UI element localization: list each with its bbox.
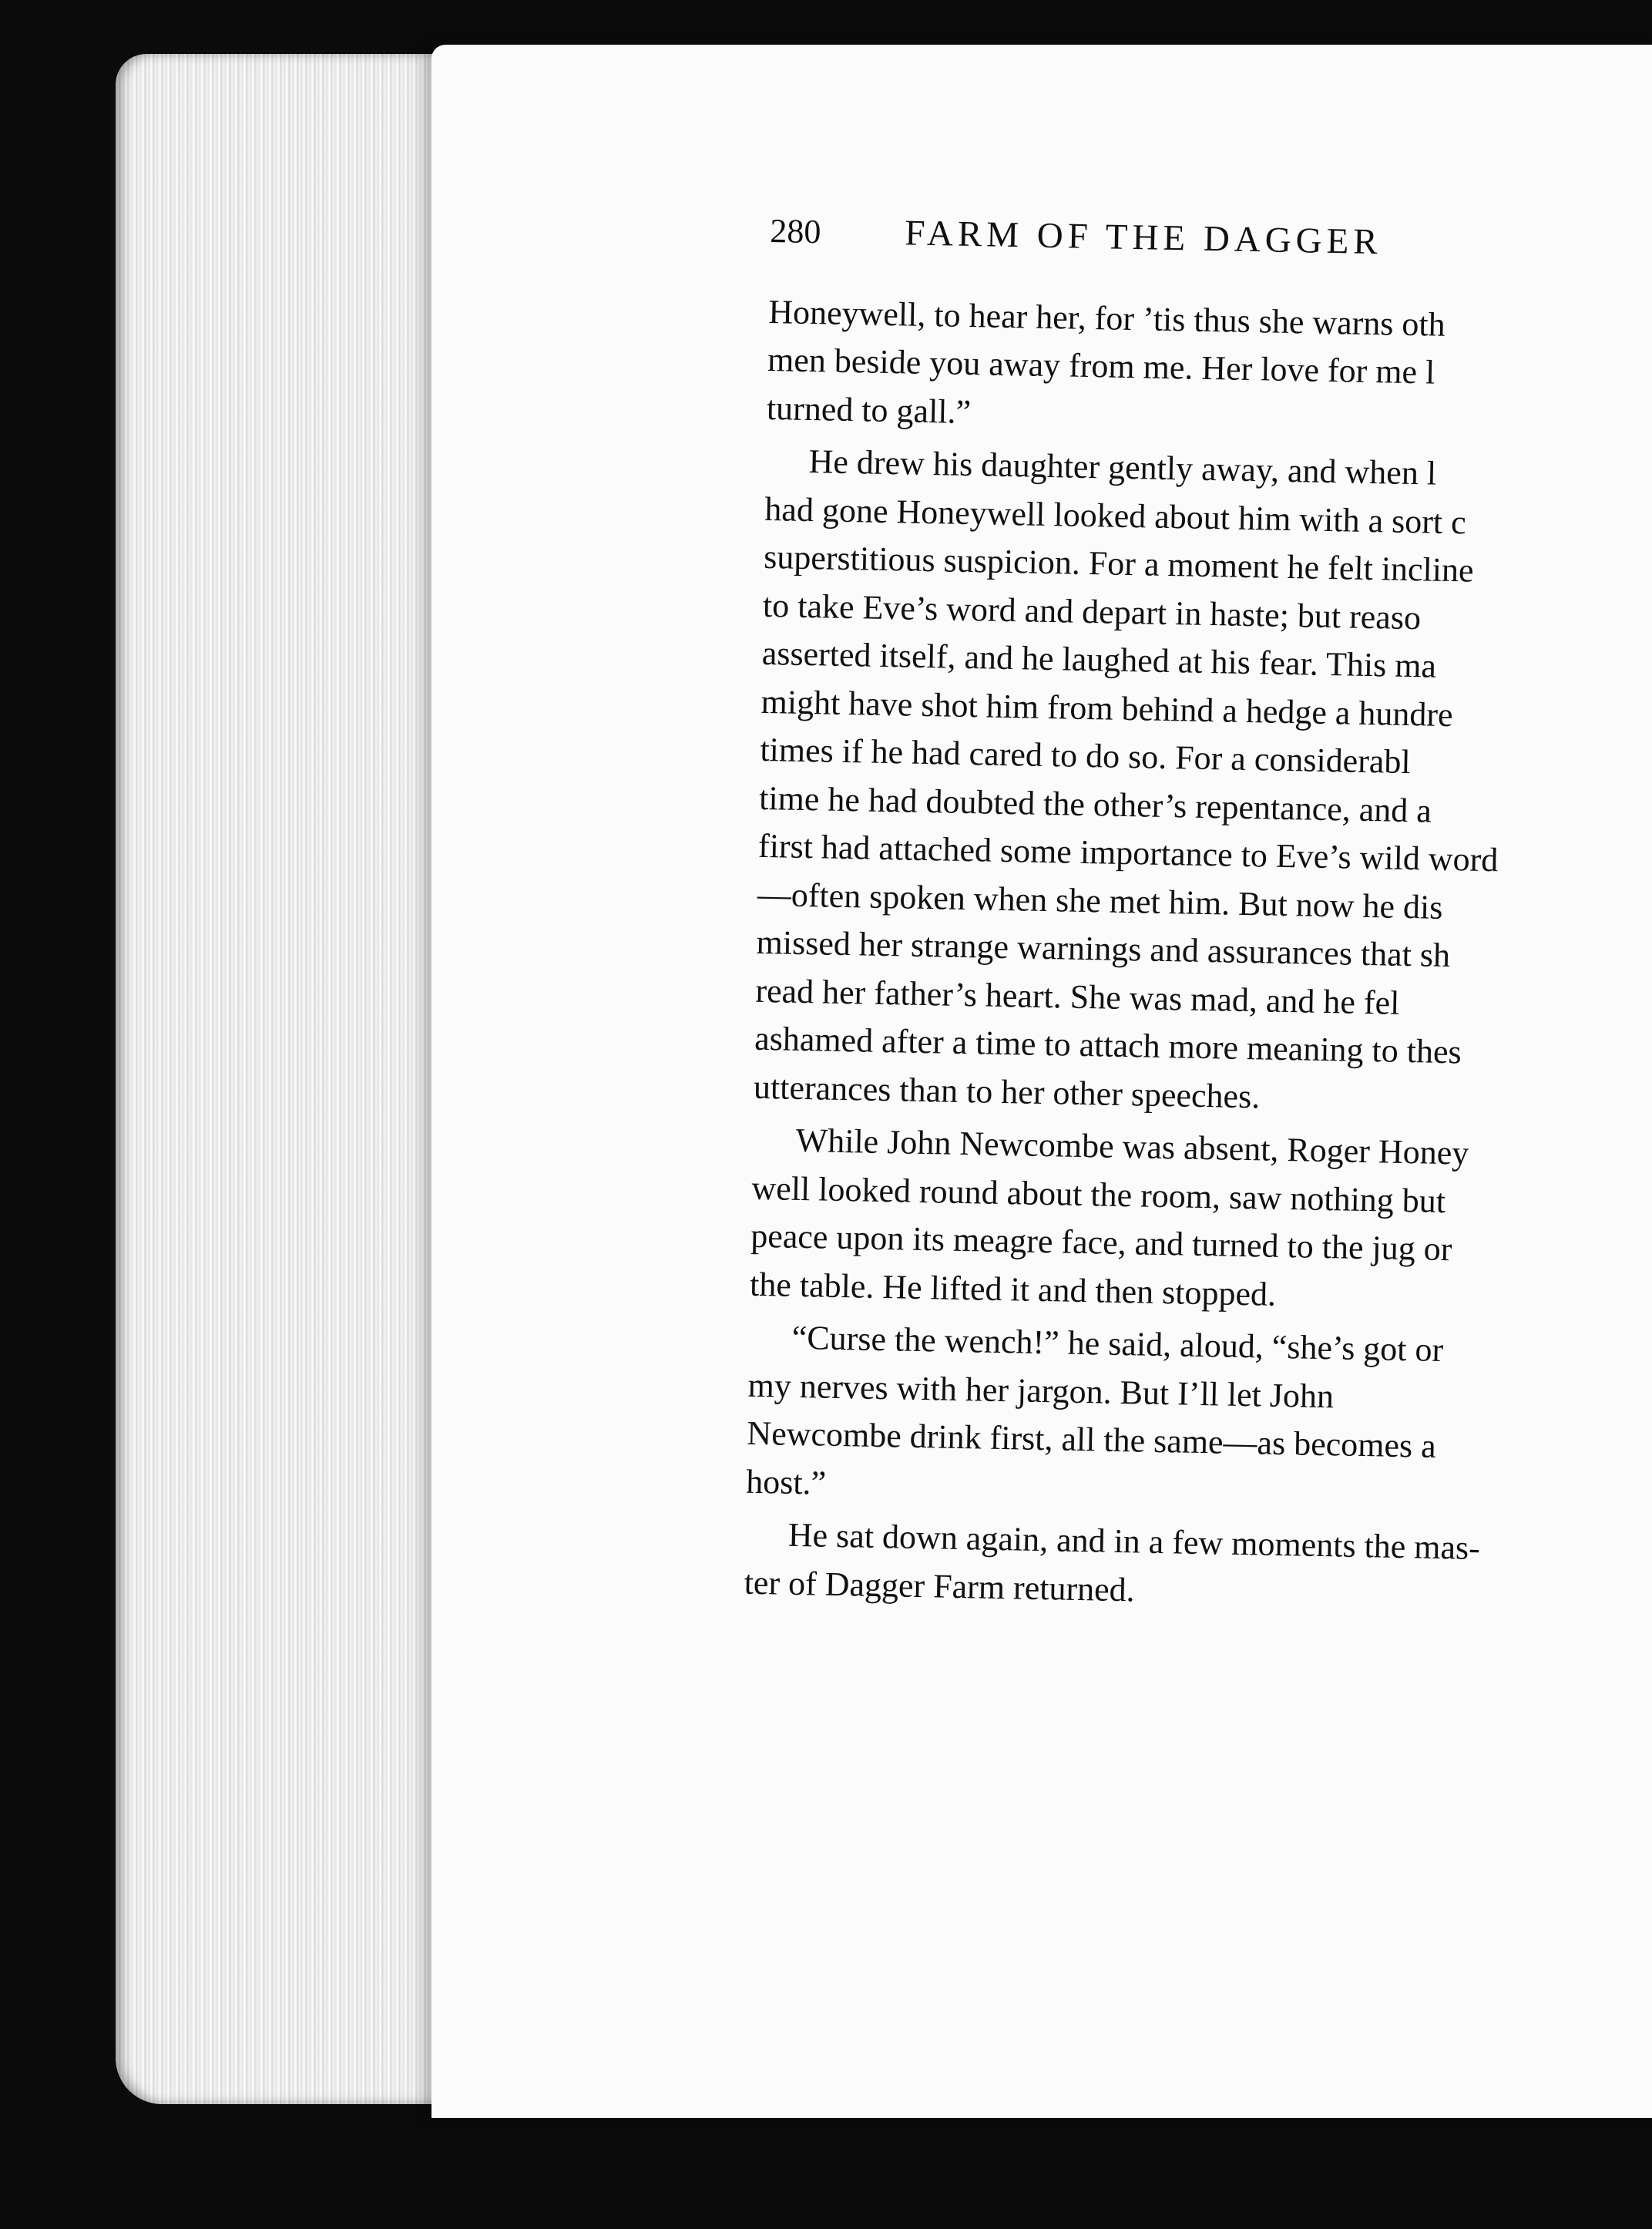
text-line: —often spoken when she met him. But now he dis — [757, 875, 1443, 926]
book-page — [431, 45, 1652, 2118]
text-line: times if he had cared to do so. For a considerabl — [760, 730, 1412, 782]
text-line: read her father’s heart. She was mad, and he fel — [755, 971, 1400, 1022]
text-line: peace upon its meagre face, and turned to the jug or — [750, 1216, 1452, 1269]
paragraph-3 — [750, 1116, 1652, 1328]
text-line: Honeywell, to hear her, for ’tis thus she warns oth — [767, 292, 1446, 344]
text-line: host.” — [745, 1462, 827, 1502]
paragraph-4 — [746, 1313, 1652, 1525]
text-line: utterances than to her other speeches. — [753, 1067, 1261, 1115]
paragraph-2 — [753, 437, 1652, 1131]
running-title: FARM OF THE DAGGER — [904, 213, 1383, 263]
text-block — [744, 207, 1652, 1631]
paragraph-5 — [744, 1511, 1652, 1626]
text-line: “Curse the wench!” he said, aloud, “she’s got or — [791, 1318, 1444, 1370]
text-line: the table. He lifted it and then stopped. — [749, 1265, 1277, 1313]
paragraph-1 — [766, 287, 1652, 451]
text-line: superstitious suspicion. For a moment he felt incline — [763, 537, 1474, 590]
text-line: men beside you away from me. Her love for me l — [767, 340, 1435, 392]
text-line: my nerves with her jargon. But I’ll let John — [747, 1366, 1335, 1415]
text-line: ashamed after a time to attach more meaning to thes — [754, 1019, 1462, 1071]
text-line: time he had doubted the other’s repentance, and a — [758, 778, 1432, 830]
text-line: Newcombe drink first, all the same—as becomes a — [746, 1414, 1437, 1465]
text-line: well looked round about the room, saw nothing but — [751, 1168, 1446, 1220]
text-line: turned to gall.” — [766, 388, 972, 431]
text-line: first had attached some importance to Eve’s wild word — [757, 826, 1499, 879]
text-line: might have shot him from behind a hedge a hundre — [761, 682, 1454, 734]
text-line: ter of Dagger Farm returned. — [744, 1563, 1136, 1609]
text-line: to take Eve’s word and depart in haste; but reaso — [762, 586, 1422, 637]
running-head — [770, 207, 1652, 274]
text-line: missed her strange warnings and assurances that sh — [756, 923, 1451, 975]
text-line: He sat down again, and in a few moments the mas- — [787, 1515, 1481, 1567]
text-line: had gone Honeywell looked about him with a sort c — [764, 489, 1467, 541]
page-number: 280 — [769, 211, 821, 251]
text-line: asserted itself, and he laughed at his fear. This ma — [761, 634, 1437, 685]
text-line: While John Newcombe was absent, Roger Honey — [795, 1121, 1469, 1172]
text-line: He drew his daughter gently away, and when l — [808, 442, 1437, 493]
